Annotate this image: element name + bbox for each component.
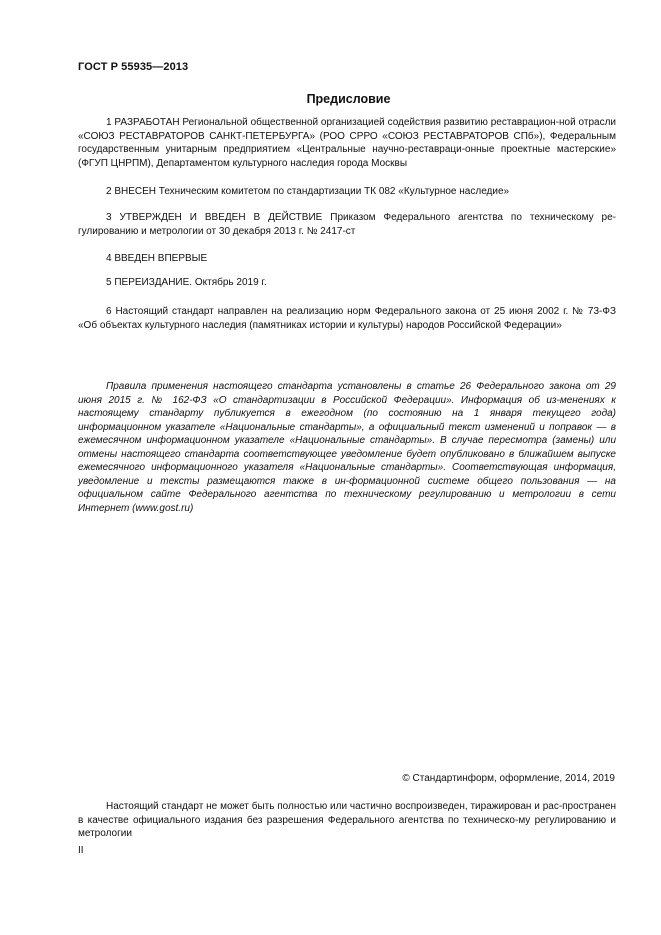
foreword-item-6: 6 Настоящий стандарт направлен на реализацию норм Федерального закона от 25 июня 2002 г. № 73-ФЗ «Об объектах культурного наследия (памятниках истории и культуры) народов Российской Федерации» xyxy=(78,306,616,331)
foreword-item-3: 3 УТВЕРЖДЕН И ВВЕДЕН В ДЕЙСТВИЕ Приказом Федерального агентства по техническому ре-гулированию и метрологии от 30 декабря 2013 г. № 2417-ст xyxy=(78,212,616,237)
foreword-title: Предисловие xyxy=(306,92,391,106)
foreword-item-1: 1 РАЗРАБОТАН Региональной общественной организацией содействия развитию реставрацион-ной отрасли «СОЮЗ РЕСТАВРАТОРОВ САНКТ-ПЕТЕРБУРГА» (РОО СРРО «СОЮЗ РЕСТАВРАТОРОВ СПб»), Федеральным государственным унитарным предприятием «Центральные научно-реставраци-онные проектные мастерские» (ФГУП ЦНРПМ), Департаментом культурного наследия города Москвы xyxy=(78,117,616,169)
foreword-item-2: 2 ВНЕСЕН Техническим комитетом по стандартизации ТК 082 «Культурное наследие» xyxy=(106,186,510,197)
foreword-item-4: 4 ВВЕДЕН ВПЕРВЫЕ xyxy=(106,253,208,264)
reproduction-rights-notice: Настоящий стандарт не может быть полностью или частично воспроизведен, тиражирован и рас-пространен в качестве официального издания без разрешения Федерального агентства по техническо-му регулированию и метрологии xyxy=(78,801,616,839)
page-number: II xyxy=(78,845,84,856)
foreword-item-5: 5 ПЕРЕИЗДАНИЕ. Октябрь 2019 г. xyxy=(106,277,267,288)
application-rules-notice: Правила применения настоящего стандарта установлены в статье 26 Федерального закона от 29 июня 2015 г. № 162-ФЗ «О стандартизации в Российской Федерации». Информация об из-менениях к настоящему стандарту публикуется в ежегодном (по состоянию на 1 января текущего года) информационном указателе «Национальные стандарты», а официальный текст изменений и поправок — в ежемесячном информационном указателе «Национальные стандарты». В случае пересмотра (замены) или отмены настоящего стандарта соответствующее уведомление будет опубликовано в ближайшем выпуске ежемесячного информационного указателя «Национальные стандарты». Соответствующая информация, уведомление и тексты размещаются также в ин-формационной системе общего пользования — на официальном сайте Федерального агентства по техническому регулированию и метрологии в сети Интернет (www.gost.ru) xyxy=(78,381,616,514)
copyright-line: © Стандартинформ, оформление, 2014, 2019 xyxy=(402,773,615,784)
document-code: ГОСТ Р 55935—2013 xyxy=(78,61,189,73)
